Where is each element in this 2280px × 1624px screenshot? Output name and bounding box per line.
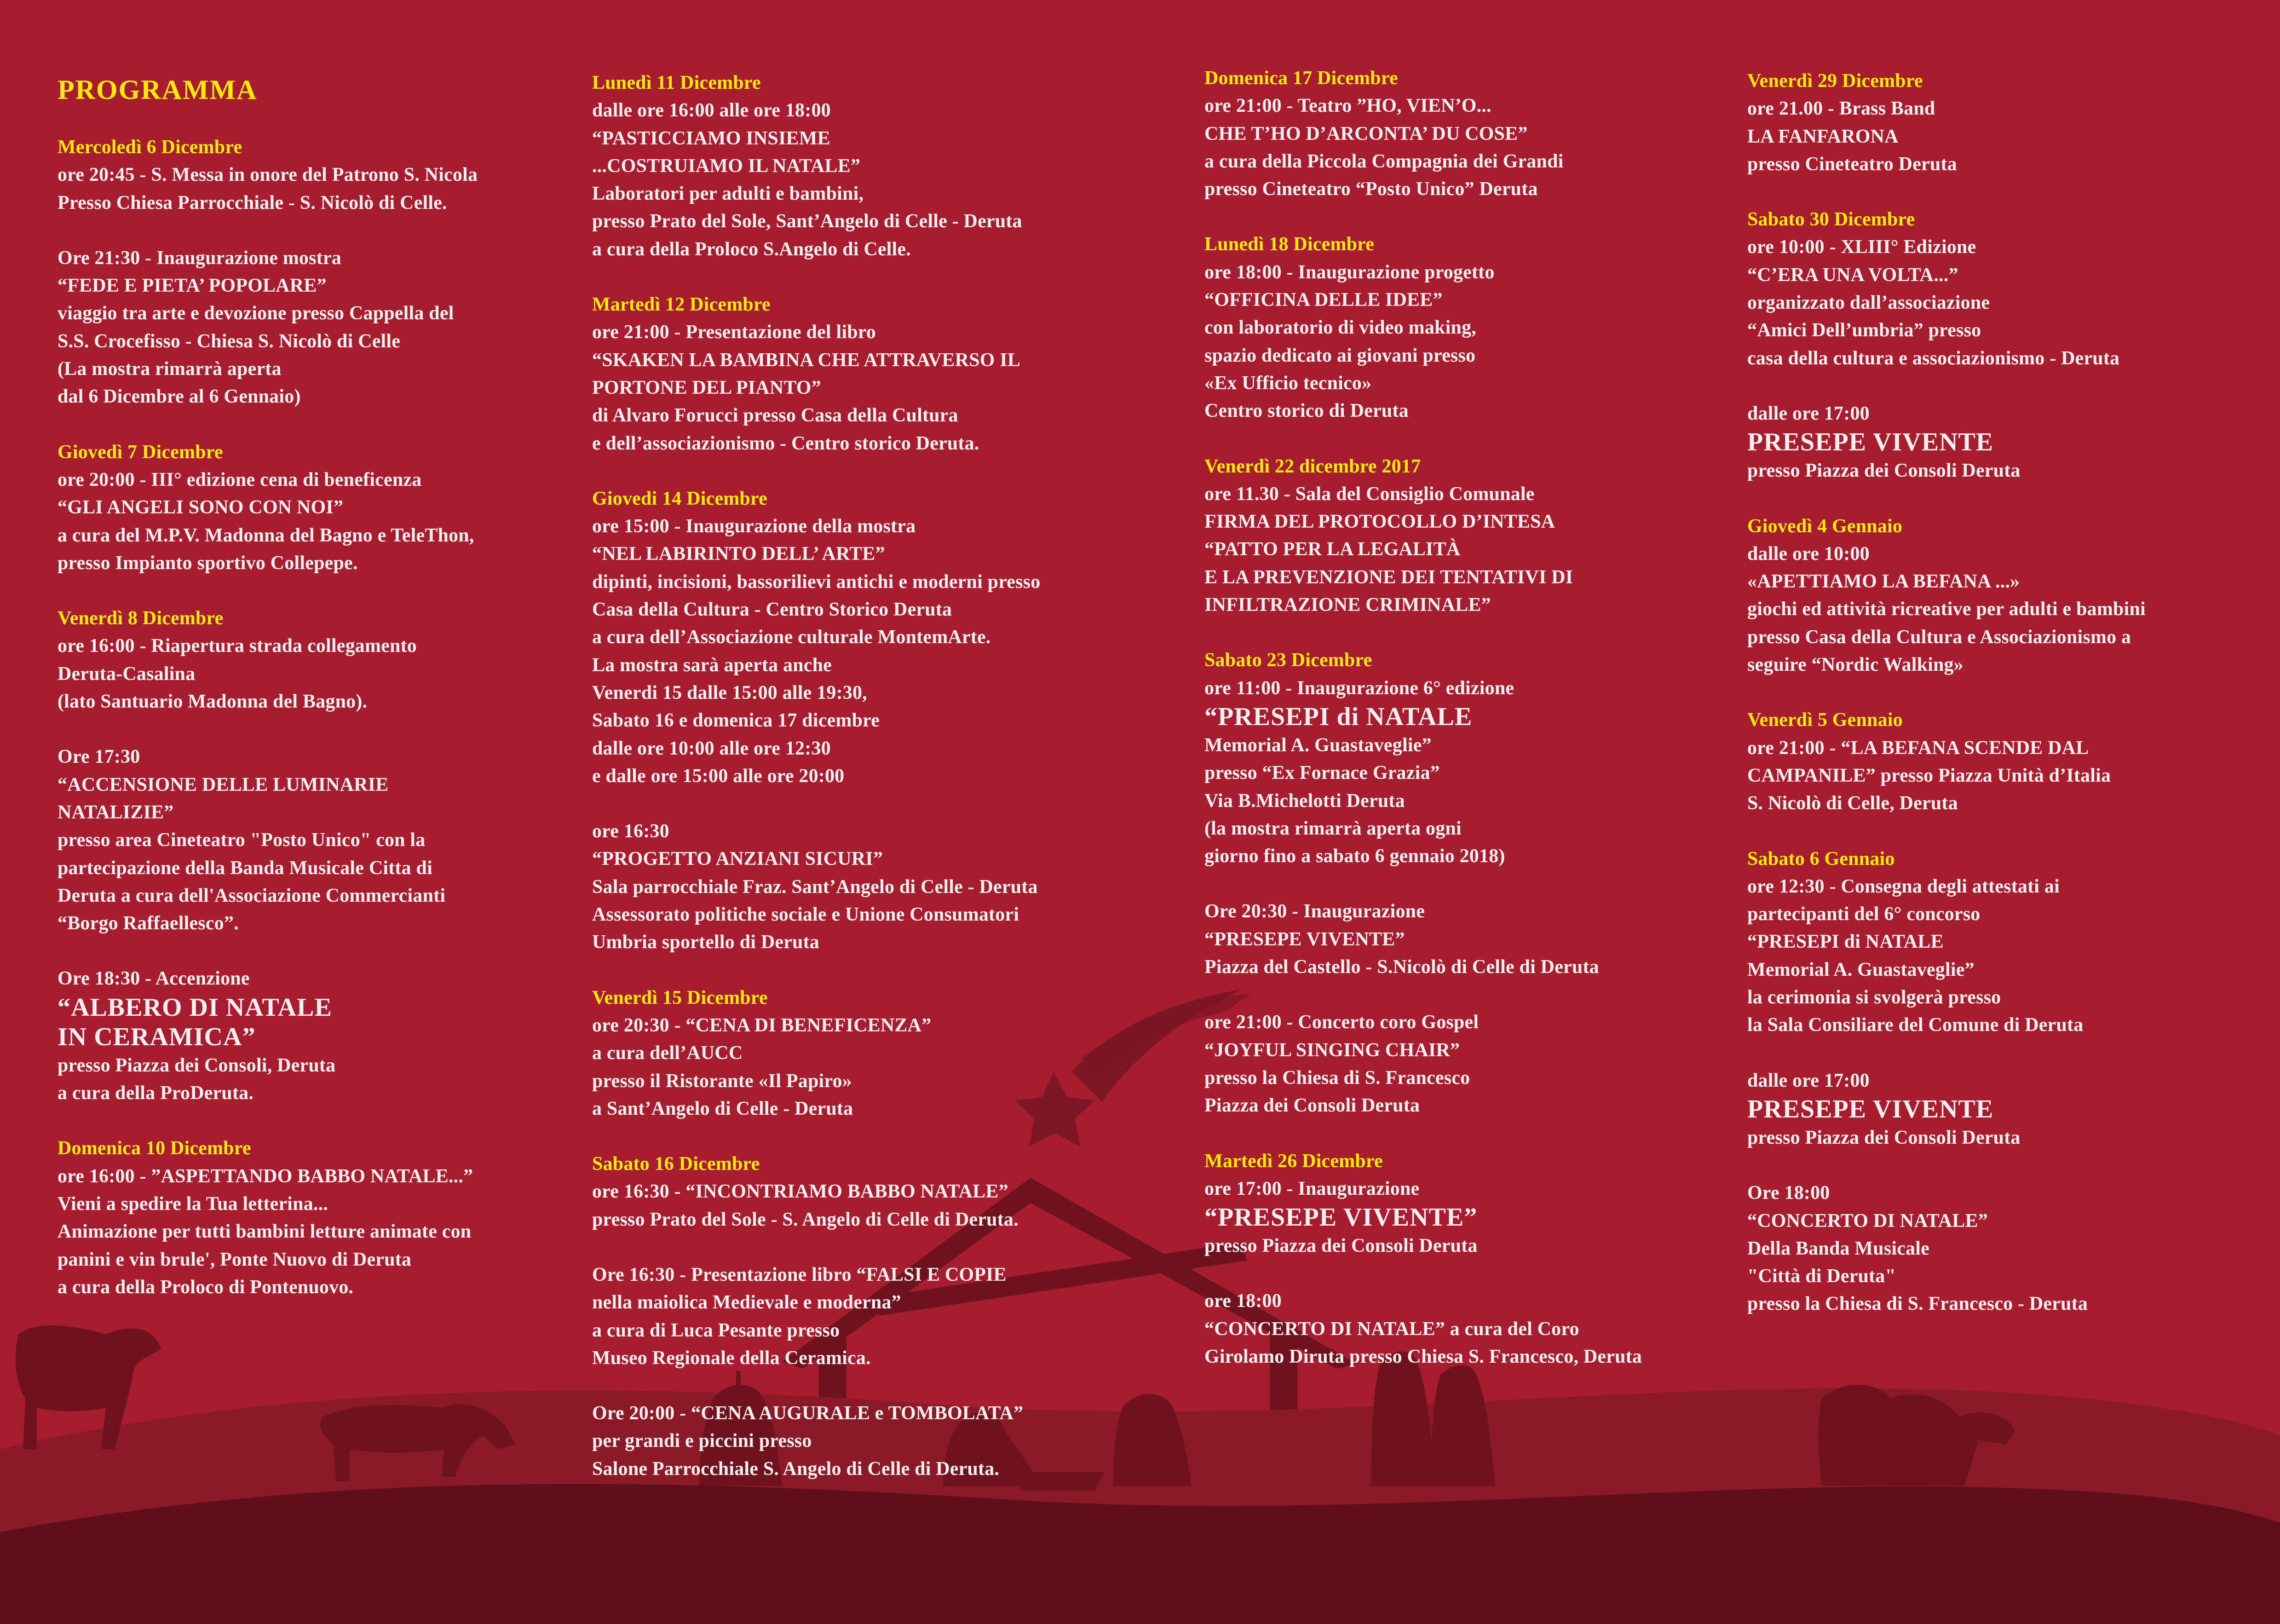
event-line: Venerdi 15 dalle 15:00 alle 19:30, [592, 682, 867, 703]
event-block [592, 1399, 1107, 1483]
event-line: ore 16:30 [592, 821, 669, 842]
event-line: per grandi e piccini presso [592, 1430, 812, 1452]
event-date: Mercoledì 6 Dicembre [58, 137, 242, 158]
event-line: dalle ore 17:00 [1747, 403, 1870, 424]
event-block [592, 291, 1107, 457]
event-line: “C’ERA UNA VOLTA...” [1747, 264, 1958, 286]
event-line: Ore 18:00 [1747, 1182, 1830, 1204]
event-line: “SKAKEN LA BAMBINA CHE ATTRAVERSO IL [592, 349, 1021, 371]
event-block [592, 1150, 1107, 1233]
event-line: Piazza dei Consoli Deruta [1204, 1095, 1420, 1117]
event-line: Casa della Cultura - Centro Storico Deruta [592, 599, 952, 621]
event-line: dalle ore 17:00 [1747, 1070, 1870, 1091]
event-date: Martedì 26 Dicembre [1204, 1150, 1383, 1172]
event-line: Ore 16:30 - Presentazione libro “FALSI E COPIE [592, 1264, 1007, 1285]
event-line: Piazza del Castello - S.Nicolò di Celle di Deruta [1204, 956, 1599, 978]
event-line: PORTONE DEL PIANTO” [592, 377, 821, 398]
event-line: dipinti, incisioni, bassorilievi antichi e moderni presso [592, 571, 1041, 593]
event-line: “Amici Dell’umbria” presso [1747, 320, 1981, 341]
event-line: presso Piazza dei Consoli, Deruta [58, 1054, 336, 1076]
event-date: Martedì 12 Dicembre [592, 294, 771, 316]
event-date: Domenica 17 Dicembre [1204, 68, 1398, 89]
event-line: a cura dell’Associazione culturale MontemArte. [592, 627, 991, 648]
event-line: ore 16:30 - “INCONTRIAMO BABBO NATALE” [592, 1181, 1008, 1203]
event-line: presso Prato del Sole - S. Angelo di Celle di Deruta. [592, 1209, 1019, 1230]
event-line: Umbria sportello di Deruta [592, 932, 819, 953]
event-line: Deruta-Casalina [58, 663, 196, 685]
event-line: “PRESEPI di NATALE [1747, 931, 1944, 953]
event-block [58, 244, 554, 411]
event-line: con laboratorio di video making, [1204, 317, 1476, 339]
event-block [1204, 453, 1720, 619]
event-line: nella maiolica Medievale e moderna” [592, 1292, 901, 1313]
event-line: presso Piazza dei Consoli Deruta [1204, 1235, 1478, 1257]
event-line: ore 10:00 - XLIII° Edizione [1747, 236, 1976, 258]
column-4 [1747, 67, 2267, 1346]
event-date: Sabato 16 Dicembre [592, 1153, 760, 1175]
event-line: ore 21:00 - Concerto coro Gospel [1204, 1012, 1479, 1033]
event-line: a cura della Piccola Compagnia dei Grandi [1204, 150, 1564, 172]
event-date: Venerdì 22 dicembre 2017 [1204, 455, 1421, 477]
event-date: Venerdì 29 Dicembre [1747, 70, 1923, 92]
event-date: Lunedì 11 Dicembre [592, 72, 761, 93]
column-3 [1204, 64, 1720, 1398]
column-2 [592, 69, 1107, 1510]
event-block [58, 1134, 554, 1301]
event-line: FIRMA DEL PROTOCOLLO D’INTESA [1204, 511, 1555, 533]
event-line: presso area Cineteatro "Posto Unico" con la [58, 829, 426, 851]
event-block [1747, 206, 2267, 372]
event-block [58, 133, 554, 217]
event-highlight: IN CERAMICA” [58, 1022, 256, 1051]
event-date: Domenica 10 Dicembre [58, 1138, 251, 1159]
event-highlight: PRESEPE VIVENTE [1747, 428, 1994, 457]
event-line: ore 15:00 - Inaugurazione della mostra [592, 516, 916, 537]
event-block [1204, 1008, 1720, 1119]
event-line: (la mostra rimarrà aperta ogni [1204, 818, 1462, 839]
event-line: ore 16:00 - ”ASPETTANDO BABBO NATALE...” [58, 1165, 473, 1187]
event-line: ore 18:00 [1204, 1290, 1282, 1312]
event-date: Sabato 23 Dicembre [1204, 650, 1372, 671]
event-date: Giovedi 14 Dicembre [592, 488, 767, 509]
event-line: presso Cineteatro Deruta [1747, 153, 1957, 175]
event-line: ore 12:30 - Consegna degli attestati ai [1747, 875, 2060, 897]
event-line: presso Impianto sportivo Collepepe. [58, 552, 358, 574]
event-line: ore 17:00 - Inaugurazione [1204, 1178, 1420, 1199]
event-date: Venerdì 8 Dicembre [58, 608, 224, 629]
event-block [58, 965, 554, 1107]
event-line: dalle ore 16:00 alle ore 18:00 [592, 100, 831, 121]
event-date: Giovedì 4 Gennaio [1747, 515, 1903, 537]
event-line: (lato Santuario Madonna del Bagno). [58, 691, 368, 713]
event-line: ore 20:30 - “CENA DI BENEFICENZA” [592, 1014, 932, 1036]
event-line: ore 11.30 - Sala del Consiglio Comunale [1204, 483, 1535, 505]
event-line: Centro storico di Deruta [1204, 400, 1409, 422]
event-block [592, 1261, 1107, 1372]
event-line: spazio dedicato ai giovani presso [1204, 345, 1476, 366]
event-line: Assessorato politiche sociale e Unione Consumatori [592, 904, 1019, 926]
event-line: Memorial A. Guastaveglie” [1204, 734, 1432, 756]
event-line: “JOYFUL SINGING CHAIR” [1204, 1039, 1460, 1061]
event-line: (La mostra rimarrà aperta [58, 358, 282, 380]
event-line: ore 21:00 - Teatro ”HO, VIEN’O... [1204, 95, 1491, 117]
event-line: S. Nicolò di Celle, Deruta [1747, 793, 1958, 814]
event-block [1747, 706, 2267, 817]
event-line: ore 21.00 - Brass Band [1747, 98, 1935, 120]
event-line: presso la Chiesa di S. Francesco [1204, 1067, 1470, 1088]
event-block [1747, 67, 2267, 178]
event-line: LA FANFARONA [1747, 126, 1899, 147]
event-line: Laboratori per adulti e bambini, [592, 183, 864, 205]
event-line: ore 11:00 - Inaugurazione 6° edizione [1204, 677, 1514, 699]
event-line: “PATTO PER LA LEGALITÀ [1204, 539, 1461, 560]
event-line: Della Banda Musicale [1747, 1238, 1930, 1259]
event-block [1747, 1179, 2267, 1318]
event-line: presso “Ex Fornace Grazia” [1204, 762, 1440, 784]
event-line: giochi ed attività ricreative per adulti e bambini [1747, 599, 2146, 620]
event-line: ore 20:00 - III° edizione cena di beneficenza [58, 469, 422, 490]
event-line: ...COSTRUIAMO IL NATALE” [592, 155, 861, 177]
event-line: dal 6 Dicembre al 6 Gennaio) [58, 386, 301, 408]
event-line: organizzato dall’associazione [1747, 292, 1990, 314]
event-block [1747, 513, 2267, 679]
event-line: a cura di Luca Pesante presso [592, 1319, 840, 1341]
event-block [1204, 646, 1720, 870]
event-line: Vieni a spedire la Tua letterina... [58, 1193, 328, 1215]
event-line: “Borgo Raffaellesco”. [58, 913, 239, 934]
column-1 [58, 69, 554, 1329]
event-line: a Sant’Angelo di Celle - Deruta [592, 1098, 853, 1119]
event-highlight: “PRESEPI di NATALE [1204, 702, 1473, 731]
event-date: Venerdì 5 Gennaio [1747, 709, 1903, 731]
event-block [592, 69, 1107, 263]
event-block [58, 743, 554, 937]
event-line: Memorial A. Guastaveglie” [1747, 959, 1975, 980]
page-title: PROGRAMMA [58, 75, 258, 105]
event-line: “CONCERTO DI NATALE” a cura del Coro [1204, 1318, 1579, 1340]
event-line: Via B.Michelotti Deruta [1204, 790, 1405, 812]
event-block [1204, 1147, 1720, 1260]
event-date: Lunedì 18 Dicembre [1204, 234, 1375, 255]
event-line: Ore 21:30 - Inaugurazione mostra [58, 247, 341, 269]
event-line: Animazione per tutti bambini letture animate con [58, 1221, 472, 1243]
event-line: E LA PREVENZIONE DEI TENTATIVI DI [1204, 566, 1573, 588]
events-list [1204, 64, 1720, 1371]
event-line: Sabato 16 e domenica 17 dicembre [592, 710, 880, 731]
event-line: di Alvaro Forucci presso Casa della Cultura [592, 405, 958, 426]
event-line: viaggio tra arte e devozione presso Cappella del [58, 303, 454, 324]
event-line: a cura del M.P.V. Madonna del Bagno e TeleThon, [58, 524, 474, 546]
event-line: “PROGETTO ANZIANI SICURI” [592, 848, 883, 870]
event-line: “CONCERTO DI NATALE” [1747, 1210, 1988, 1232]
event-line: La mostra sarà aperta anche [592, 654, 832, 676]
event-line: NATALIZIE” [58, 801, 174, 823]
event-line: giorno fino a sabato 6 gennaio 2018) [1204, 846, 1505, 867]
event-line: presso Casa della Cultura e Associazionismo a [1747, 626, 2131, 648]
event-block [592, 485, 1107, 790]
event-date: Giovedì 7 Dicembre [58, 441, 223, 463]
event-date: Sabato 6 Gennaio [1747, 848, 1895, 870]
event-highlight: PRESEPE VIVENTE [1747, 1094, 1994, 1123]
event-line: a cura della Proloco S.Angelo di Celle. [592, 238, 911, 260]
event-line: “NEL LABIRINTO DELL’ ARTE” [592, 543, 885, 565]
event-line: “GLI ANGELI SONO CON NOI” [58, 497, 344, 518]
event-line: Ore 20:00 - “CENA AUGURALE e TOMBOLATA” [592, 1403, 1024, 1424]
event-line: partecipazione della Banda Musicale Citta di [58, 857, 432, 879]
event-line: Ore 18:30 - Accenzione [58, 968, 250, 990]
event-highlight: “PRESEPE VIVENTE” [1204, 1203, 1478, 1232]
event-line: ore 21:00 - “LA BEFANA SCENDE DAL [1747, 737, 2089, 759]
event-line: partecipanti del 6° concorso [1747, 904, 1981, 925]
event-line: Ore 20:30 - Inaugurazione [1204, 901, 1425, 922]
event-line: ore 18:00 - Inaugurazione progetto [1204, 261, 1495, 283]
event-line: la Sala Consiliare del Comune di Deruta [1747, 1014, 2084, 1036]
event-line: panini e vin brule', Ponte Nuovo di Deruta [58, 1249, 412, 1270]
event-date: Sabato 30 Dicembre [1747, 209, 1915, 230]
event-line: “ACCENSIONE DELLE LUMINARIE [58, 774, 389, 795]
event-block [592, 984, 1107, 1123]
event-block [1747, 845, 2267, 1039]
event-line: Museo Regionale della Ceramica. [592, 1347, 871, 1369]
event-line: presso Piazza dei Consoli Deruta [1747, 460, 2021, 482]
event-line: “PRESEPE VIVENTE” [1204, 928, 1405, 950]
event-line: «APETTIAMO LA BEFANA ...» [1747, 571, 2020, 593]
event-line: ore 16:00 - Riapertura strada collegamento [58, 635, 417, 657]
event-line: Deruta a cura dell'Associazione Commercianti [58, 885, 446, 906]
event-line: a cura dell’AUCC [592, 1042, 743, 1064]
event-line: presso Piazza dei Consoli Deruta [1747, 1127, 2021, 1148]
event-date: Venerdì 15 Dicembre [592, 987, 768, 1008]
event-line: presso Cineteatro “Posto Unico” Deruta [1204, 179, 1538, 200]
events-list [592, 69, 1107, 1483]
event-line: Presso Chiesa Parrocchiale - S. Nicolò di Celle. [58, 192, 447, 213]
event-line: e dalle ore 15:00 alle ore 20:00 [592, 765, 845, 787]
event-line: «Ex Ufficio tecnico» [1204, 372, 1372, 394]
events-list [58, 133, 554, 1301]
event-highlight: “ALBERO DI NATALE [58, 993, 332, 1022]
event-line: CHE T’HO D’ARCONTA’ DU COSE” [1204, 123, 1528, 144]
event-line: e dell’associazionismo - Centro storico Deruta. [592, 432, 979, 454]
event-line: “OFFICINA DELLE IDEE” [1204, 289, 1443, 311]
event-block [592, 818, 1107, 956]
event-line: dalle ore 10:00 alle ore 12:30 [592, 737, 831, 759]
event-block [1204, 230, 1720, 425]
event-line: dalle ore 10:00 [1747, 543, 1870, 564]
events-list [1747, 67, 2267, 1318]
event-line: ore 21:00 - Presentazione del libro [592, 322, 876, 343]
event-block [1204, 64, 1720, 203]
event-line: Girolamo Diruta presso Chiesa S. Francesco, Deruta [1204, 1346, 1642, 1367]
event-block [58, 438, 554, 577]
event-line: presso Prato del Sole, Sant’Angelo di Celle - Deruta [592, 211, 1022, 232]
event-block [1747, 1067, 2267, 1152]
event-line: casa della cultura e associazionismo - Deruta [1747, 347, 2120, 369]
event-line: presso il Ristorante «Il Papiro» [592, 1070, 852, 1092]
event-block [1204, 898, 1720, 981]
event-line: Sala parrocchiale Fraz. Sant’Angelo di Celle - Deruta [592, 876, 1038, 898]
event-line: Salone Parrocchiale S. Angelo di Celle di Deruta. [592, 1458, 1000, 1480]
event-line: "Città di Deruta" [1747, 1266, 1896, 1287]
event-line: “PASTICCIAMO INSIEME [592, 127, 830, 149]
event-block [1747, 400, 2267, 485]
event-line: “FEDE E PIETA’ POPOLARE” [58, 275, 327, 297]
event-line: seguire “Nordic Walking» [1747, 654, 1963, 676]
event-line: S.S. Crocefisso - Chiesa S. Nicolò di Celle [58, 330, 401, 352]
event-line: a cura della ProDeruta. [58, 1083, 254, 1104]
event-line: presso la Chiesa di S. Francesco - Deruta [1747, 1293, 2088, 1315]
event-line: Ore 17:30 [58, 746, 140, 768]
event-line: INFILTRAZIONE CRIMINALE” [1204, 594, 1491, 616]
event-block [58, 605, 554, 715]
event-line: CAMPANILE” presso Piazza Unità d’Italia [1747, 765, 2111, 786]
event-line: a cura della Proloco di Pontenuovo. [58, 1276, 354, 1298]
event-block [1204, 1287, 1720, 1371]
event-line: la cerimonia si svolgerà presso [1747, 987, 2001, 1008]
event-line: ore 20:45 - S. Messa in onore del Patrono S. Nicola [58, 164, 478, 186]
